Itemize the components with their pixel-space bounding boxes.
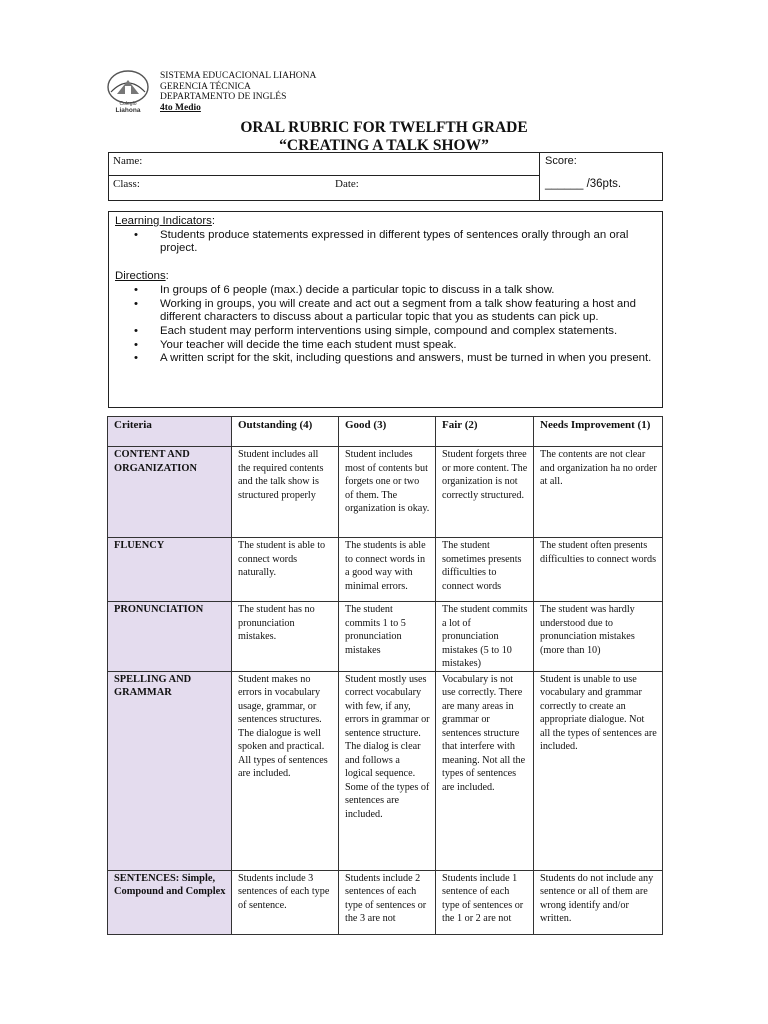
table-cell: The student commits a lot of pronunciation mistakes (5 to 10 mistakes) xyxy=(436,602,534,672)
table-cell: Student is unable to use vocabulary and grammar correctly to create an appropriate dialogue. Not all the types of sentences are included. xyxy=(534,671,663,870)
table-cell: Student includes most of contents but forgets one or two of them. The organization is okay. xyxy=(339,447,436,538)
table-cell: The student commits 1 to 5 pronunciation mistakes xyxy=(339,602,436,672)
org-line: GERENCIA TÉCNICA xyxy=(160,81,251,92)
direction-item: • In groups of 6 people (max.) decide a particular topic to discuss in a talk show. xyxy=(160,284,656,298)
direction-item: • Each student may perform interventions using simple, compound and complex statements. xyxy=(160,325,656,339)
column-header: Fair (2) xyxy=(436,417,534,447)
page-subtitle: “CREATING A TALK SHOW” xyxy=(279,137,489,154)
direction-item: • Your teacher will decide the time each student must speak. xyxy=(160,339,656,353)
table-header-row xyxy=(108,417,663,447)
table-cell: Student forgets three or more content. The organization is not correctly structured. xyxy=(436,447,534,538)
table-cell: The student often presents difficulties to connect words xyxy=(534,538,663,602)
table-cell: Students include 1 sentence of each type of sentences or the 1 or 2 are not xyxy=(436,870,534,934)
name-field[interactable]: Name: xyxy=(113,155,143,167)
table-cell: The contents are not clear and organization ha no order at all. xyxy=(534,447,663,538)
learning-heading: Learning Indicators xyxy=(115,215,212,227)
column-header: Needs Improvement (1) xyxy=(534,417,663,447)
column-header: Outstanding (4) xyxy=(232,417,339,447)
rubric-table xyxy=(107,416,663,935)
instructions-box: Learning Indicators: • Students produce statements expressed in different types of sentences orally through an oral project. Directions: • In groups of 6 people (max.) decide a particular topic to discuss in a talk show. • Working in groups, you will create and act out a segment from a talk show featuring a host and different characters to discuss about a particular topic that you as students can pick up. • Each student may perform interventions using simple, compound and complex statements. • Your teacher will decide the time each student must speak. • A written script for the skit, including questions and answers, must be turned in when you present. xyxy=(108,211,663,408)
table-cell: The student was hardly understood due to pronunciation mistakes (more than 10) xyxy=(534,602,663,672)
table-row xyxy=(108,671,663,870)
column-header: Criteria xyxy=(108,417,232,447)
svg-text:Liahona: Liahona xyxy=(115,107,141,114)
learning-item: • Students produce statements expressed in different types of sentences orally through an oral project. xyxy=(160,229,656,256)
table-cell: Students include 2 sentences of each type of sentences or the 3 are not xyxy=(339,870,436,934)
criteria-cell: FLUENCY xyxy=(108,538,232,602)
table-cell: The student is able to connect words naturally. xyxy=(232,538,339,602)
score-label: Score: xyxy=(545,155,577,167)
table-cell: Student makes no errors in vocabulary usage, grammar, or sentences structures. The dialogue is well spoken and practical. All types of sentences are included. xyxy=(232,671,339,870)
points-field[interactable]: ______ /36pts. xyxy=(545,178,622,190)
org-line: DEPARTAMENTO DE INGLÉS xyxy=(160,92,287,102)
table-cell: Student includes all the required contents and the talk show is structured properly xyxy=(232,447,339,538)
criteria-cell: SENTENCES: Simple, Compound and Complex xyxy=(108,870,232,934)
criteria-cell: SPELLING AND GRAMMAR xyxy=(108,671,232,870)
date-field[interactable]: Date: xyxy=(335,178,359,190)
table-row xyxy=(108,538,663,602)
criteria-cell: CONTENT AND ORGANIZATION xyxy=(108,447,232,538)
grade-label: 4to Medio xyxy=(160,102,201,113)
org-header xyxy=(160,71,316,113)
student-info-box xyxy=(108,152,663,201)
table-cell: The student sometimes presents difficulties to connect words xyxy=(436,538,534,602)
table-cell: Students do not include any sentence or all of them are wrong identify and/or written. xyxy=(534,870,663,934)
school-logo xyxy=(103,68,153,114)
page-title: ORAL RUBRIC FOR TWELFTH GRADE xyxy=(240,119,528,136)
table-cell: The students is able to connect words in a good way with minimal errors. xyxy=(339,538,436,602)
class-field[interactable]: Class: xyxy=(113,178,140,190)
direction-item: • A written script for the skit, including questions and answers, must be turned in when you present. xyxy=(160,352,656,366)
table-cell: The student has no pronunciation mistakes. xyxy=(232,602,339,672)
table-row xyxy=(108,602,663,672)
criteria-cell: PRONUNCIATION xyxy=(108,602,232,672)
column-header: Good (3) xyxy=(339,417,436,447)
table-cell: Student mostly uses correct vocabulary with few, if any, errors in grammar or sentence structure. The dialog is clear and follows a logical sequence. Some of the types of sentences are included. xyxy=(339,671,436,870)
table-row xyxy=(108,870,663,934)
org-line: SISTEMA EDUCACIONAL LIAHONA xyxy=(160,71,317,81)
svg-text:Colegio: Colegio xyxy=(119,101,137,107)
table-cell: Students include 3 sentences of each type of sentence. xyxy=(232,870,339,934)
direction-item: • Working in groups, you will create and act out a segment from a talk show featuring a host and different characters to discuss about a particular topic that you as students can pick up. xyxy=(160,298,656,325)
table-row xyxy=(108,447,663,538)
table-cell: Vocabulary is not use correctly. There are many areas in grammar or sentences structure that interfere with meaning. Not all the types of sentences are included. xyxy=(436,671,534,870)
directions-heading: Directions xyxy=(115,270,166,283)
